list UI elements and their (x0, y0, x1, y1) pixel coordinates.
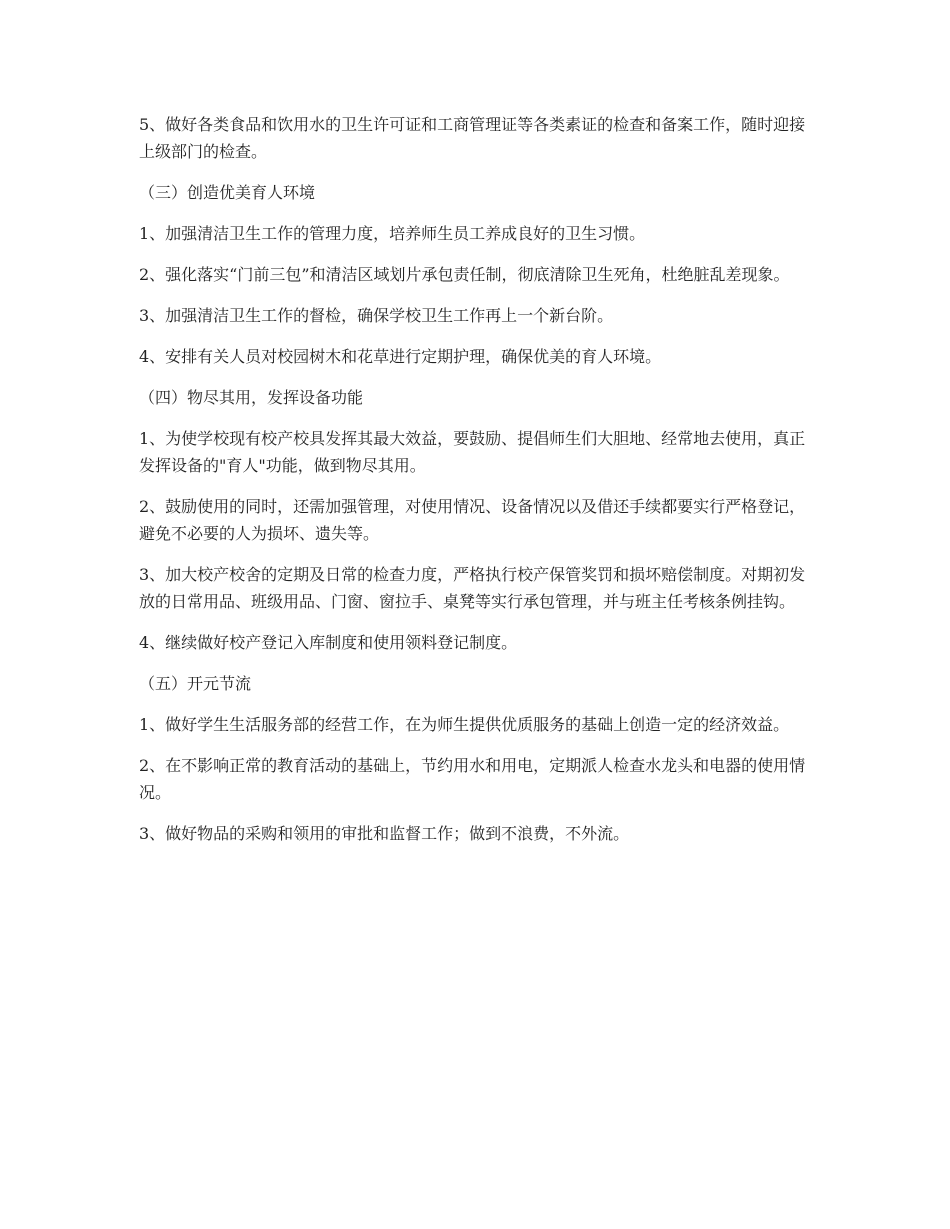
paragraph: 1、加强清洁卫生工作的管理力度，培养师生员工养成良好的卫生习惯。 (139, 224, 646, 243)
document-body (139, 111, 811, 861)
section-heading: （四）物尽其用，发挥设备功能 (139, 388, 364, 407)
paragraph: 4、继续做好校产登记入库制度和使用领料登记制度。 (139, 633, 518, 652)
paragraph: 1、为使学校现有校产校具发挥其最大效益，要鼓励、提倡师生们大胆地、经常地去使用，真正发挥设备的"育人"功能，做到物尽其用。 (139, 429, 806, 475)
paragraph: 5、做好各类食品和饮用水的卫生许可证和工商管理证等各类素证的检查和备案工作，随时迎接上级部门的检查。 (139, 115, 806, 161)
paragraph: 3、加大校产校舍的定期及日常的检查力度，严格执行校产保管奖罚和损坏赔偿制度。对期初发放的日常用品、班级用品、门窗、窗拉手、桌凳等实行承包管理，并与班主任考核条例挂钩。 (139, 565, 806, 611)
paragraph: 3、做好物品的采购和领用的审批和监督工作；做到不浪费，不外流。 (139, 824, 630, 843)
section-heading: （三）创造优美育人环境 (139, 183, 316, 202)
section-heading: （五）开元节流 (139, 674, 252, 693)
paragraph: 3、加强清洁卫生工作的督检，确保学校卫生工作再上一个新台阶。 (139, 306, 614, 325)
paragraph: 2、鼓励使用的同时，还需加强管理，对使用情况、设备情况以及借还手续都要实行严格登记，避免不必要的人为损坏、遗失等。 (139, 497, 806, 543)
paragraph: 4、安排有关人员对校园树木和花草进行定期护理，确保优美的育人环境。 (139, 347, 662, 366)
paragraph: 1、做好学生生活服务部的经营工作，在为师生提供优质服务的基础上创造一定的经济效益。 (139, 715, 790, 734)
paragraph: 2、强化落实“门前三包”和清洁区域划片承包责任制，彻底清除卫生死角，杜绝脏乱差现象。 (139, 265, 790, 284)
paragraph: 2、在不影响正常的教育活动的基础上，节约用水和用电，定期派人检查水龙头和电器的使用情况。 (139, 756, 806, 802)
